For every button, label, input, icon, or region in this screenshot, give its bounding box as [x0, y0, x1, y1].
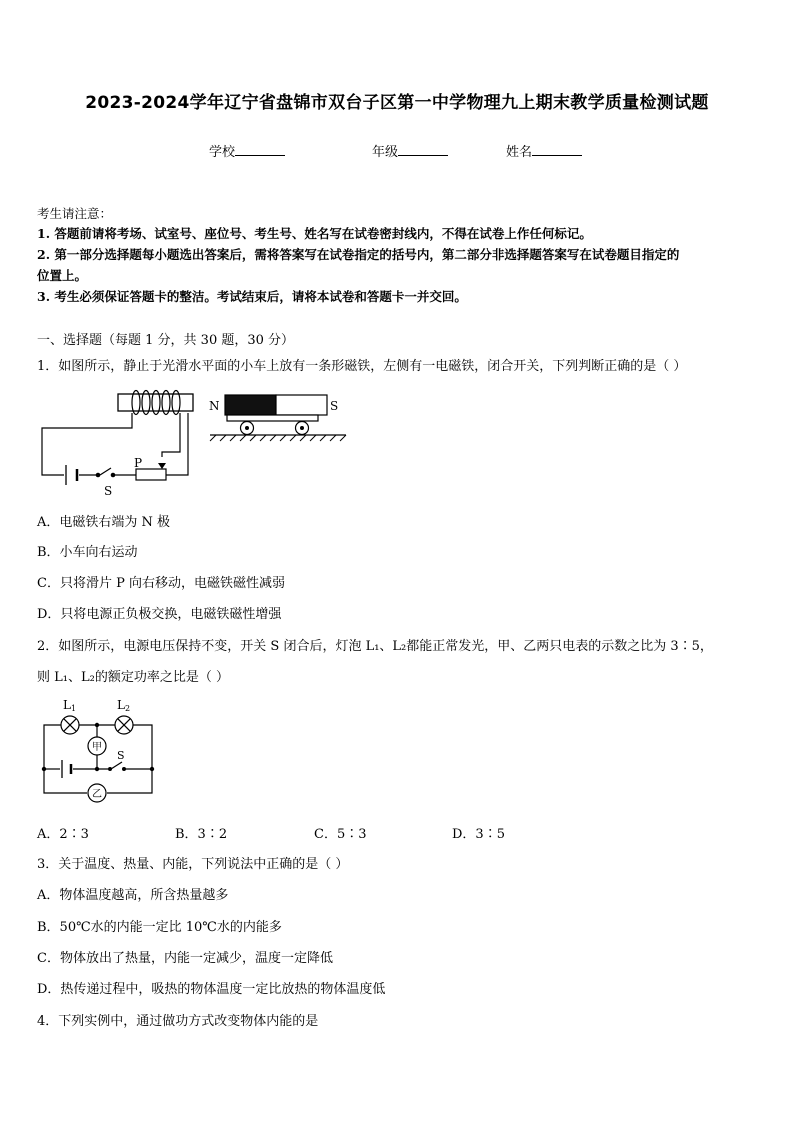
battery-icon — [66, 465, 77, 485]
name-label: 姓名 — [506, 145, 533, 160]
bar-magnet-s — [276, 395, 327, 415]
lamp-l2-icon — [115, 716, 133, 734]
lamp-l1-icon — [61, 716, 79, 734]
switch-label: S — [117, 749, 125, 762]
switch-contact-left — [108, 767, 112, 771]
q2-option-c: C．5∶3 — [314, 827, 367, 842]
school-field — [209, 141, 285, 160]
slider-label: P — [134, 456, 143, 470]
cart-body — [227, 415, 318, 421]
q1-option-c: C．只将滑片 P 向右移动，电磁铁磁性减弱 — [37, 576, 285, 591]
slider-arrow — [158, 463, 166, 469]
rheostat — [136, 469, 166, 480]
q1-stem: 1．如图所示，静止于光滑水平面的小车上放有一条形磁铁，左侧有一电磁铁，闭合开关，下列判断正确的是（ ） — [37, 359, 687, 374]
name-blank — [532, 143, 582, 156]
lamp-l1-label: L1 — [63, 698, 77, 713]
q2-stem-line1: 2．如图所示，电源电压保持不变，开关 S 闭合后，灯泡 L₁、L₂都能正常发光，甲、乙两只电表的示数之比为 3∶5， — [37, 639, 713, 654]
junction-dot — [95, 723, 99, 727]
magnet-s-label: S — [330, 399, 339, 413]
q2-stem-line2: 则 L₁、L₂的额定功率之比是（ ） — [37, 670, 229, 685]
q1-figure — [38, 383, 358, 498]
page-title: 2023-2024学年辽宁省盘锦市双台子区第一中学物理九上期末教学质量检测试题 — [85, 93, 709, 113]
switch-contact-right — [111, 473, 116, 478]
q2-option-b: B．3∶2 — [175, 827, 228, 842]
switch-contact-left — [96, 473, 101, 478]
circuit-wires — [42, 413, 188, 475]
meter-jia-label: 甲 — [92, 742, 102, 753]
section-heading: 一、选择题（每题 1 分，共 30 题，30 分） — [37, 333, 295, 348]
q2-figure — [38, 693, 163, 806]
q3-option-a: A．物体温度越高，所含热量越多 — [37, 888, 229, 903]
q2-option-a: A．2∶3 — [37, 827, 89, 842]
q3-option-b: B．50℃水的内能一定比 10℃水的内能多 — [37, 920, 282, 935]
q3-option-c: C．物体放出了热量，内能一定减少，温度一定降低 — [37, 951, 333, 966]
switch-label: S — [104, 484, 113, 498]
grade-label: 年级 — [372, 145, 399, 160]
notice-item-3: 3. 考生必须保证答题卡的整洁。考试结束后，请将本试卷和答题卡一并交回。 — [37, 289, 467, 304]
circuit-wires — [44, 725, 152, 793]
cart-wheel-right — [296, 422, 309, 435]
meter-yi-label: 乙 — [92, 789, 102, 800]
switch-contact-right — [122, 767, 126, 771]
q1-option-b: B．小车向右运动 — [37, 545, 138, 560]
q1-option-a: A．电磁铁右端为 N 极 — [37, 515, 171, 530]
bar-magnet-n — [225, 395, 276, 415]
ground-surface — [210, 435, 346, 441]
junction-dot — [95, 767, 99, 771]
grade-field — [372, 141, 448, 160]
electromagnet-core — [118, 394, 193, 411]
school-blank — [235, 143, 285, 156]
lamp-l2-label: L2 — [117, 698, 131, 713]
junction-dot — [150, 767, 154, 771]
magnet-n-label: N — [209, 399, 220, 413]
notice-item-2-cont: 位置上。 — [37, 268, 88, 283]
notice-item-1: 1. 答题前请将考场、试室号、座位号、考生号、姓名写在试卷密封线内，不得在试卷上作任何标记。 — [37, 226, 592, 241]
notice-item-2: 2. 第一部分选择题每小题选出答案后，需将答案写在试卷指定的括号内，第二部分非选择题答案写在试卷题目指定的 — [37, 247, 680, 262]
battery-icon — [62, 760, 71, 778]
junction-dot — [42, 767, 46, 771]
notice-heading: 考生请注意： — [37, 206, 113, 221]
q2-option-d: D．3∶5 — [452, 827, 505, 842]
q1-option-d: D．只将电源正负极交换，电磁铁磁性增强 — [37, 607, 282, 622]
q3-stem: 3．关于温度、热量、内能，下列说法中正确的是（ ） — [37, 857, 349, 872]
grade-blank — [398, 143, 448, 156]
q4-stem: 4．下列实例中，通过做功方式改变物体内能的是 — [37, 1014, 319, 1029]
q3-option-d: D．热传递过程中，吸热的物体温度一定比放热的物体温度低 — [37, 982, 386, 997]
school-label: 学校 — [209, 145, 236, 160]
cart-wheel-left — [241, 422, 254, 435]
name-field — [506, 141, 582, 160]
